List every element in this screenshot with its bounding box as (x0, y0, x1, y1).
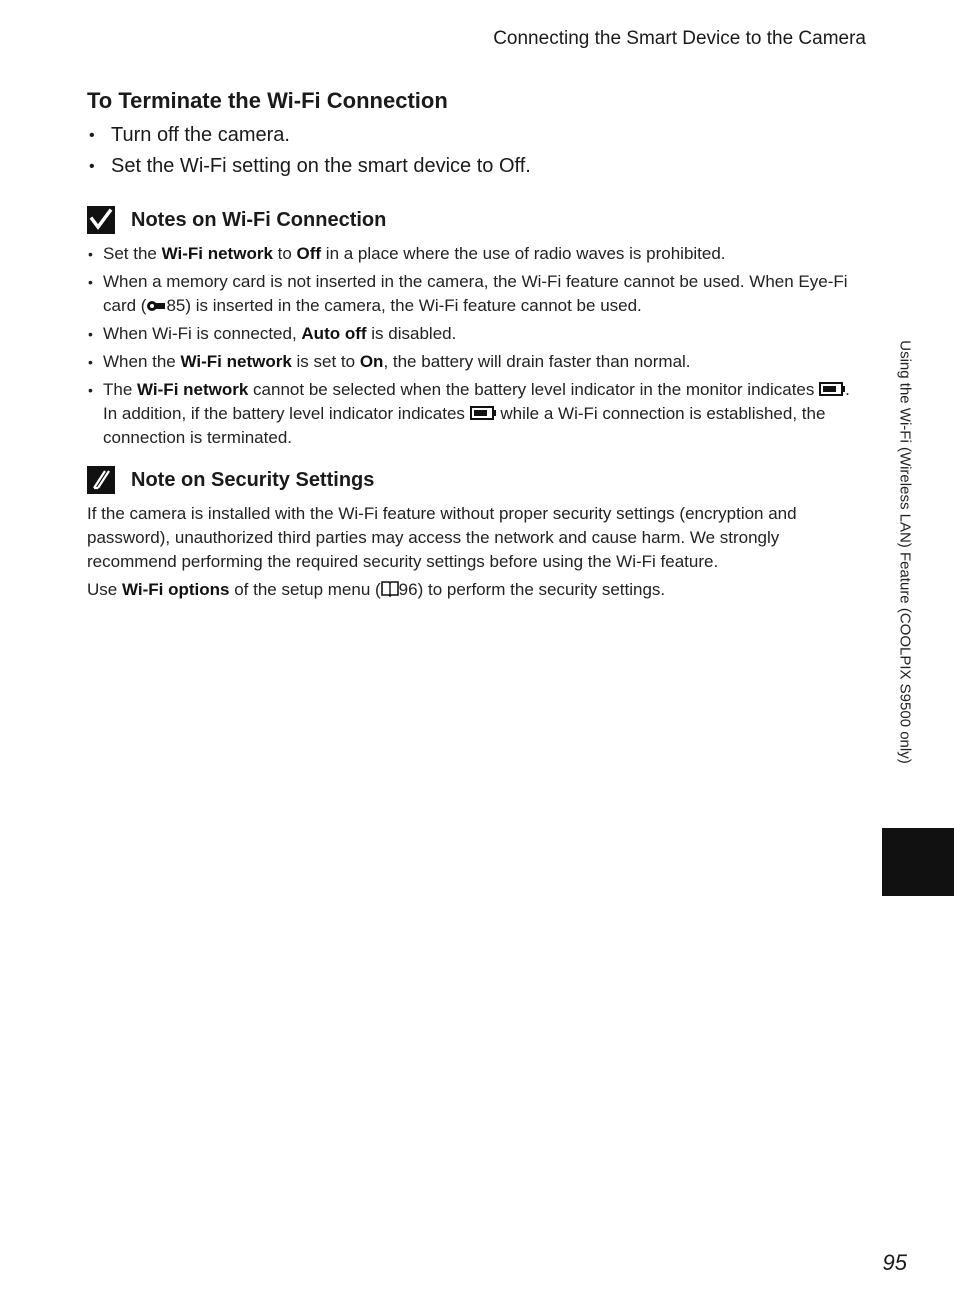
pencil-note-icon (87, 466, 115, 494)
list-item: • Set the Wi-Fi network to Off in a place where the use of radio waves is prohibited. (87, 242, 867, 266)
check-note-icon (87, 206, 115, 234)
list-item: • Set the Wi-Fi setting on the smart device to Off. (87, 151, 867, 182)
list-item: • When Wi-Fi is connected, Auto off is disabled. (87, 322, 867, 346)
section-title: To Terminate the Wi-Fi Connection (87, 88, 448, 113)
list-item: • When the Wi-Fi network is set to On, the battery will drain faster than normal. (87, 350, 867, 374)
bullet-icon: • (88, 246, 93, 262)
bullet-icon: • (89, 158, 95, 175)
chapter-tab (882, 828, 954, 896)
battery-low-icon (470, 406, 496, 420)
bullet-icon: • (88, 326, 93, 342)
bullet-icon: • (89, 127, 95, 144)
book-reference-icon (381, 580, 399, 597)
running-header: Connecting the Smart Device to the Camera (493, 28, 866, 49)
bullet-icon: • (88, 354, 93, 370)
note-title: Note on Security Settings (131, 468, 375, 491)
reference-section-icon (146, 299, 166, 313)
battery-low-icon (819, 382, 845, 396)
notes-connection-list (87, 242, 867, 450)
list-item: • The Wi-Fi network cannot be selected when the battery level indicator in the monitor indicates . In addition, if the battery level indicator indicates while a Wi-Fi connection is established, the connection is terminated. (88, 380, 850, 447)
main-content (87, 86, 867, 602)
security-paragraph: If the camera is installed with the Wi-Fi feature without proper security settings (encryption and password), unauthorized third parties may access the network and cause harm. We strongly recommend performing the required security settings before using the Wi-Fi feature. (87, 504, 797, 571)
page-number: 95 (882, 1250, 907, 1275)
notes-security-heading (87, 464, 867, 496)
list-item: • When a memory card is not inserted in the camera, the Wi-Fi feature cannot be used. When Eye-Fi card ( 85) is inserted in the camera, the Wi-Fi feature cannot be used. (88, 272, 848, 315)
list-item: • Turn off the camera. (87, 120, 867, 151)
security-use-line: Use Wi-Fi options of the setup menu ( 96) to perform the security settings. (87, 580, 666, 599)
bullet-icon: • (88, 382, 93, 398)
side-tab-label: Using the Wi-Fi (Wireless LAN) Feature (COOLPIX S9500 only) (896, 340, 914, 764)
notes-connection-heading (87, 204, 867, 236)
steps-list (87, 120, 867, 182)
bullet-icon: • (88, 274, 93, 290)
note-title: Notes on Wi-Fi Connection (131, 208, 387, 231)
